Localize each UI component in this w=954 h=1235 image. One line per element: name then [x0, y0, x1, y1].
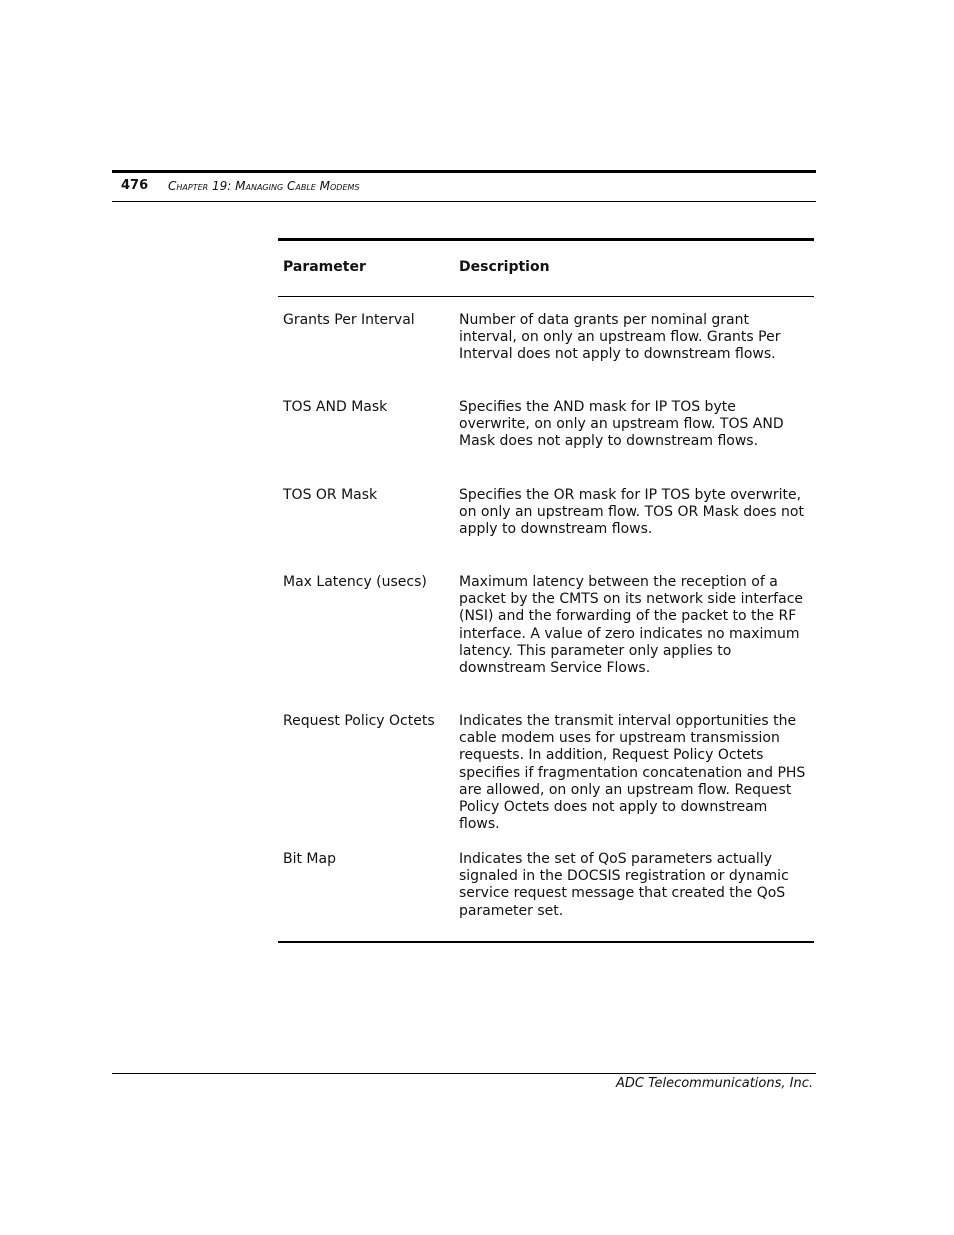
footer-rule	[112, 1073, 816, 1074]
column-header-parameter: Parameter	[283, 259, 366, 275]
table-row	[278, 384, 814, 472]
description-cell: Indicates the transmit interval opportunities the cable modem uses for upstream transmission requests. In addition, Request Policy Octets specifies if fragmentation concatenation and PHS are allowed, on only an upstream flow. Request Policy Octets does not apply to downstream flows.	[459, 713, 806, 833]
parameter-cell: Request Policy Octets	[283, 713, 435, 729]
table-row	[278, 472, 814, 559]
parameter-cell: Max Latency (usecs)	[283, 574, 427, 590]
parameter-cell: Grants Per Interval	[283, 312, 415, 328]
table-row	[278, 698, 814, 836]
description-cell: Number of data grants per nominal grant interval, on only an upstream flow. Grants Per Interval does not apply to downstream flows.	[459, 312, 781, 363]
parameter-cell: Bit Map	[283, 851, 336, 867]
description-cell: Maximum latency between the reception of a packet by the CMTS on its network side interface (NSI) and the forwarding of the packet to the RF interface. A value of zero indicates no maximum latency. This parameter only applies to downstream Service Flows.	[459, 574, 804, 677]
parameter-table	[278, 238, 814, 943]
description-cell: Specifies the OR mask for IP TOS byte overwrite, on only an upstream flow. TOS OR Mask does not apply to downstream flows.	[459, 487, 804, 538]
header-rule-top	[112, 170, 816, 173]
table-row	[278, 836, 814, 941]
description-cell: Indicates the set of QoS parameters actually signaled in the DOCSIS registration or dynamic service request message that created the QoS parameter set.	[459, 851, 789, 919]
footer-publisher: ADC Telecommunications, Inc.	[616, 1076, 813, 1091]
table-header	[278, 241, 814, 297]
chapter-title: Chapter 19: Managing Cable Modems	[168, 179, 360, 193]
page-number: 476	[121, 178, 149, 193]
column-header-description: Description	[459, 259, 550, 275]
table-row	[278, 559, 814, 698]
description-cell: Specifies the AND mask for IP TOS byte overwrite, on only an upstream flow. TOS AND Mask does not apply to downstream flows.	[459, 399, 784, 450]
table-row	[278, 297, 814, 384]
header-rule-bottom	[112, 201, 816, 202]
parameter-cell: TOS OR Mask	[283, 487, 378, 503]
parameter-cell: TOS AND Mask	[283, 399, 388, 415]
